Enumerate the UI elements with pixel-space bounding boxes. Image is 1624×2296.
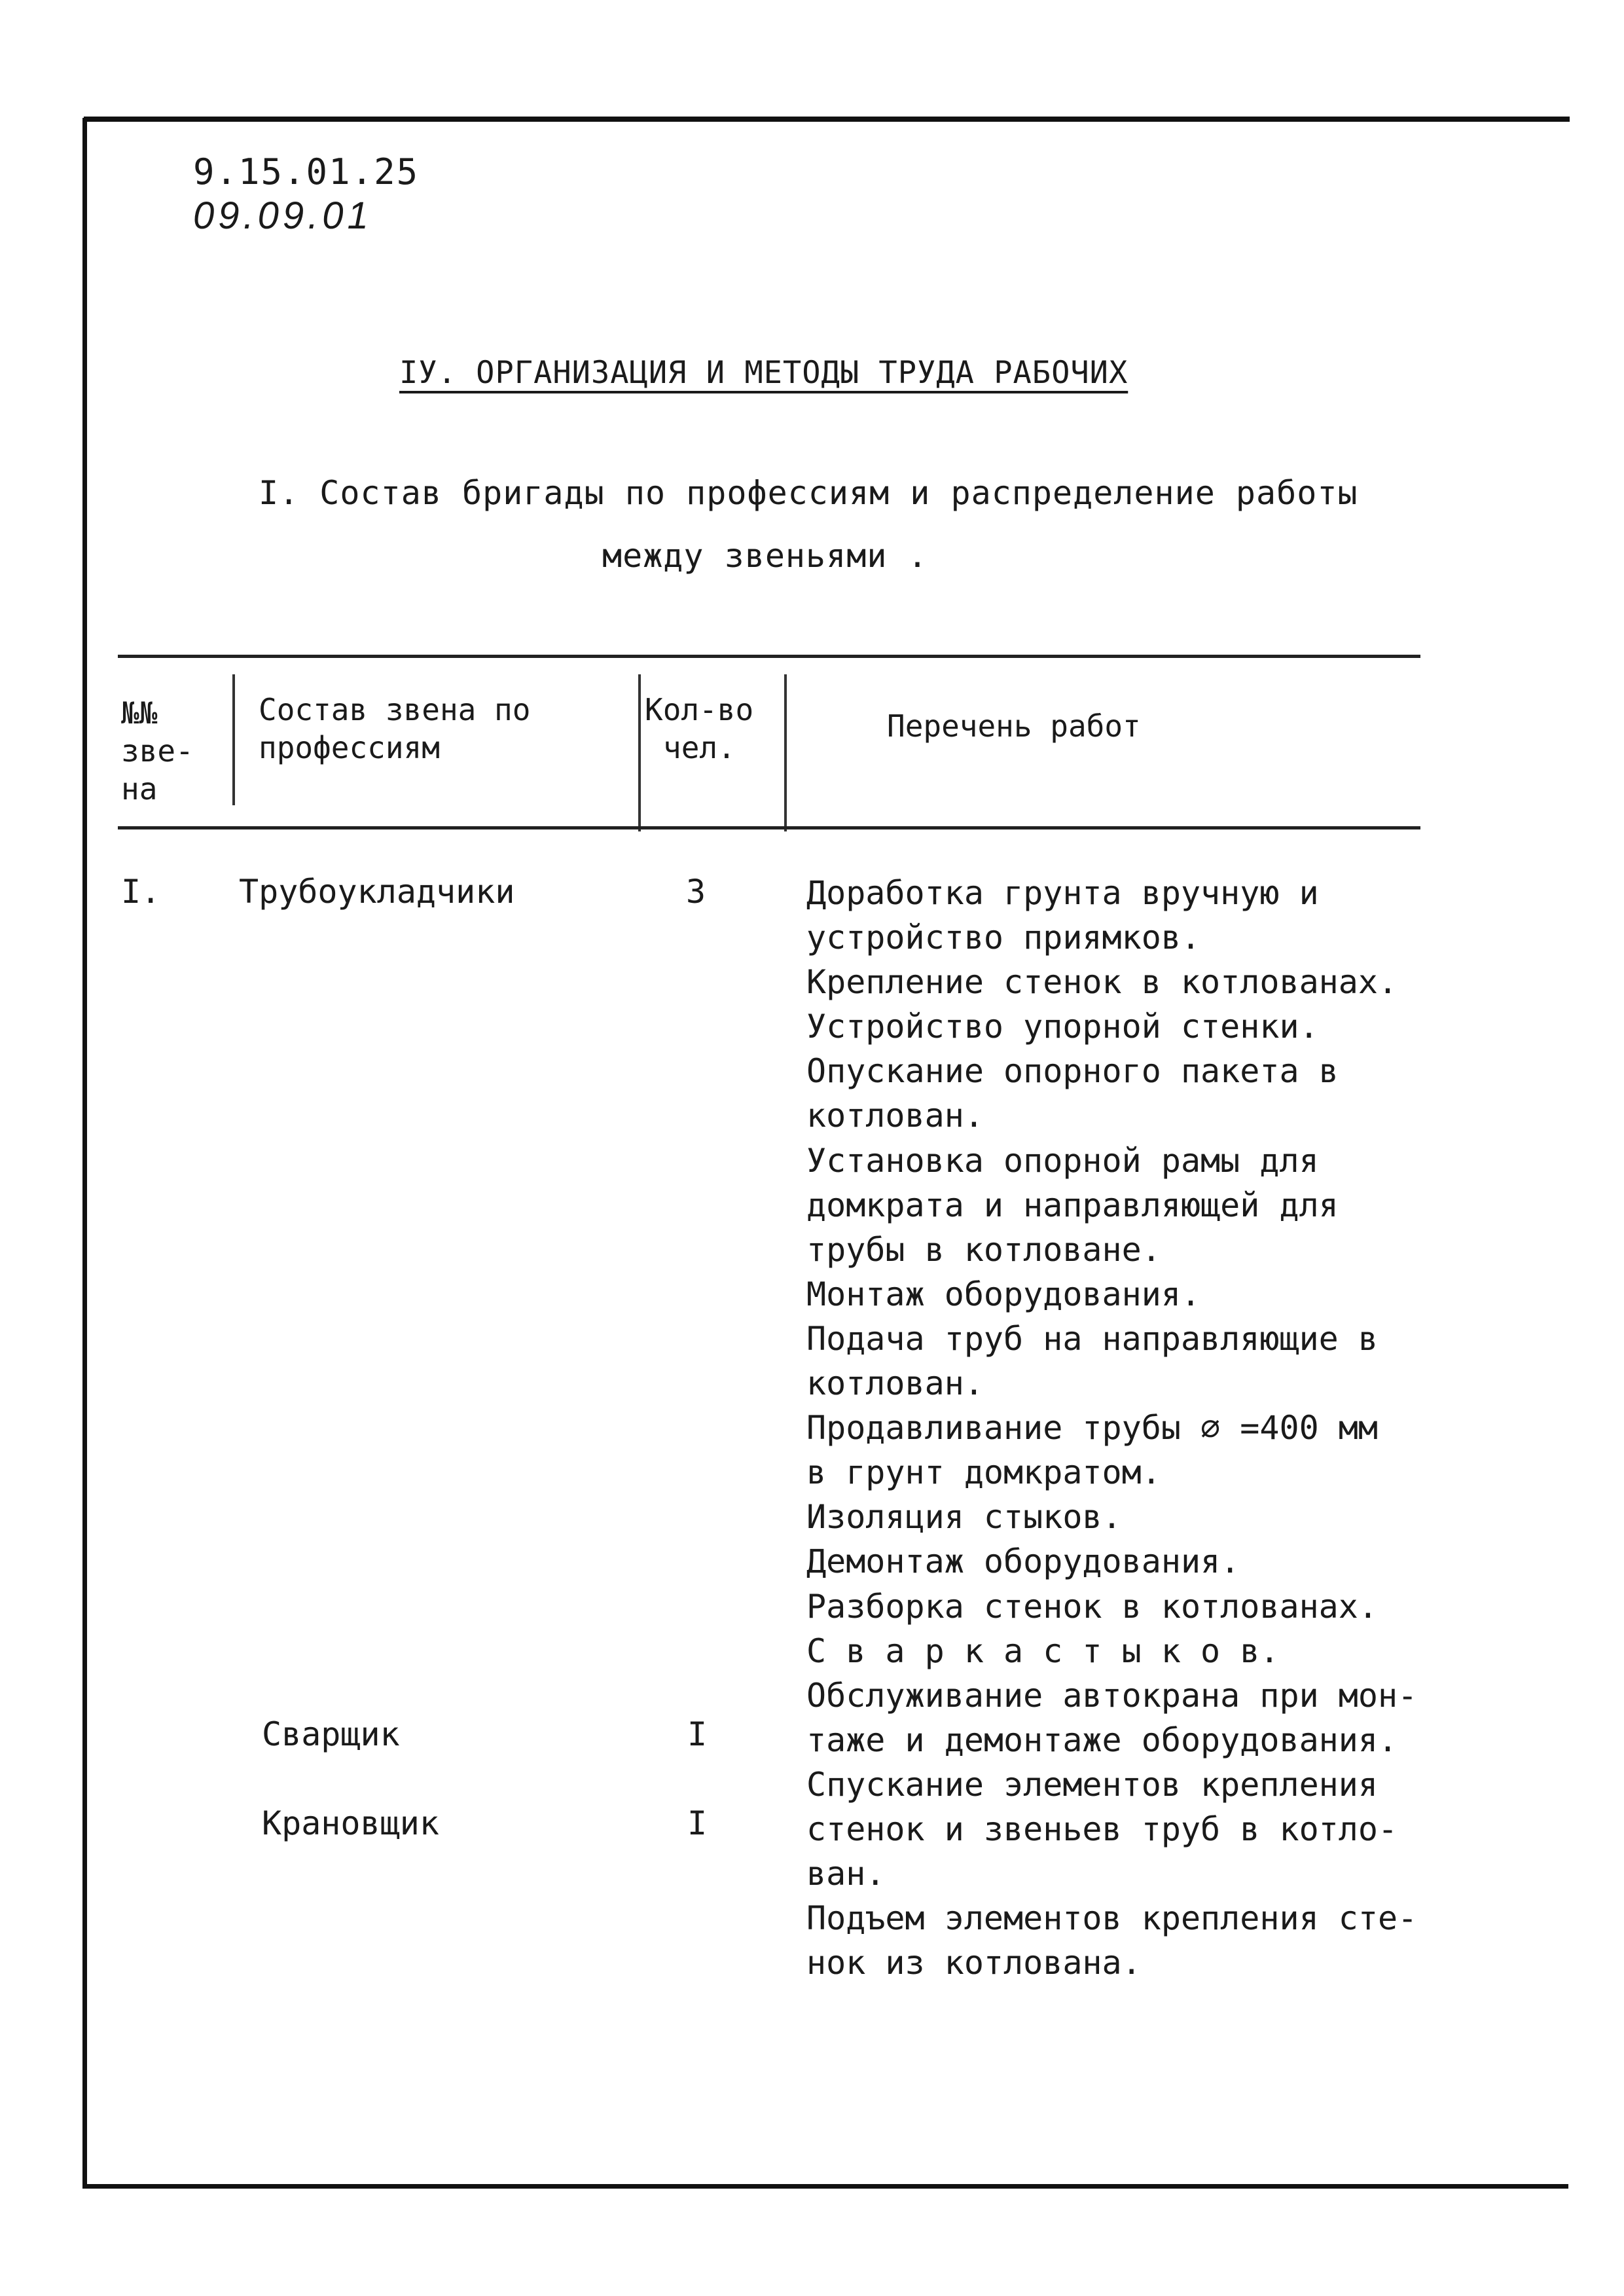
works-line: Монтаж оборудования. — [806, 1275, 1201, 1313]
works-line: трубы в котловане. — [806, 1230, 1161, 1269]
subtitle-line-2: между звеньями . — [602, 537, 928, 575]
row-2-count: I — [687, 1715, 708, 1753]
works-line: С в а р к а с т ы к о в. — [806, 1631, 1280, 1670]
row-3-name: Крановщик — [262, 1804, 439, 1842]
header-composition — [259, 691, 530, 767]
works-line: устройство приямков. — [806, 919, 1201, 957]
document-date: 09.09.01 — [193, 194, 372, 237]
header-separator — [784, 674, 787, 831]
works-line: Подъем элементов крепления сте- — [806, 1899, 1418, 1938]
subtitle-line-1: I. Состав бригады по профессиям и распределение работы — [259, 474, 1358, 512]
row-2-name: Сварщик — [262, 1715, 400, 1753]
works-line: Спускание элементов крепления — [806, 1765, 1378, 1804]
page-frame-top — [84, 117, 1570, 122]
works-line: Крепление стенок в котлованах. — [806, 963, 1398, 1002]
section-title: IУ. ОРГАНИЗАЦИЯ И МЕТОДЫ ТРУДА РАБОЧИХ — [399, 355, 1128, 391]
row-1-name: Трубоукладчики — [239, 873, 515, 911]
works-line: Доработка грунта вручную и — [806, 874, 1319, 912]
header-composition-line: Состав звена по — [259, 692, 531, 727]
header-composition-line: профессиям — [259, 730, 440, 765]
page-frame-bottom — [82, 2184, 1568, 2189]
works-line: Разборка стенок в котлованах. — [806, 1587, 1378, 1626]
table-top-rule — [118, 655, 1420, 658]
document-code: 9.15.01.25 — [193, 151, 420, 192]
row-3-count: I — [687, 1804, 708, 1842]
row-1-count: 3 — [686, 873, 706, 911]
works-line: Изоляция стыков. — [806, 1498, 1122, 1537]
header-count-line: Кол-во — [645, 692, 754, 727]
works-line: Установка опорной рамы для — [806, 1141, 1319, 1180]
header-num-line: зве- — [121, 733, 194, 769]
works-line: Подача труб на направляющие в — [806, 1319, 1378, 1358]
works-line: нок из котлована. — [806, 1944, 1142, 1982]
table-header-rule — [118, 826, 1420, 829]
works-line: таже и демонтаже оборудования. — [806, 1721, 1398, 1759]
header-num-line: №№ — [121, 695, 158, 731]
works-line: ван. — [806, 1855, 886, 1893]
works-line: Опускание опорного пакета в — [806, 1052, 1339, 1091]
works-line: домкрата и направляющей для — [806, 1186, 1339, 1224]
header-count — [645, 691, 753, 767]
header-num-line: на — [121, 771, 158, 807]
works-line: стенок и звеньев труб в котло- — [806, 1810, 1398, 1848]
works-line: в грунт домкратом. — [806, 1453, 1161, 1492]
header-num — [121, 694, 194, 808]
header-works: Перечень работ — [887, 708, 1141, 744]
works-line: Демонтаж оборудования. — [806, 1542, 1240, 1581]
works-line: котлован. — [806, 1364, 984, 1403]
header-separator — [638, 674, 641, 831]
works-line: Продавливание трубы ∅ =400 мм — [806, 1409, 1378, 1448]
works-line: котлован. — [806, 1097, 984, 1135]
header-count-line: чел. — [663, 730, 736, 765]
works-list — [806, 871, 1417, 1985]
works-line: Обслуживание автокрана при мон- — [806, 1676, 1418, 1715]
works-line: Устройство упорной стенки. — [806, 1008, 1319, 1046]
row-1-num: I. — [121, 873, 161, 911]
header-separator — [232, 674, 235, 805]
page-frame-left — [82, 118, 87, 2187]
